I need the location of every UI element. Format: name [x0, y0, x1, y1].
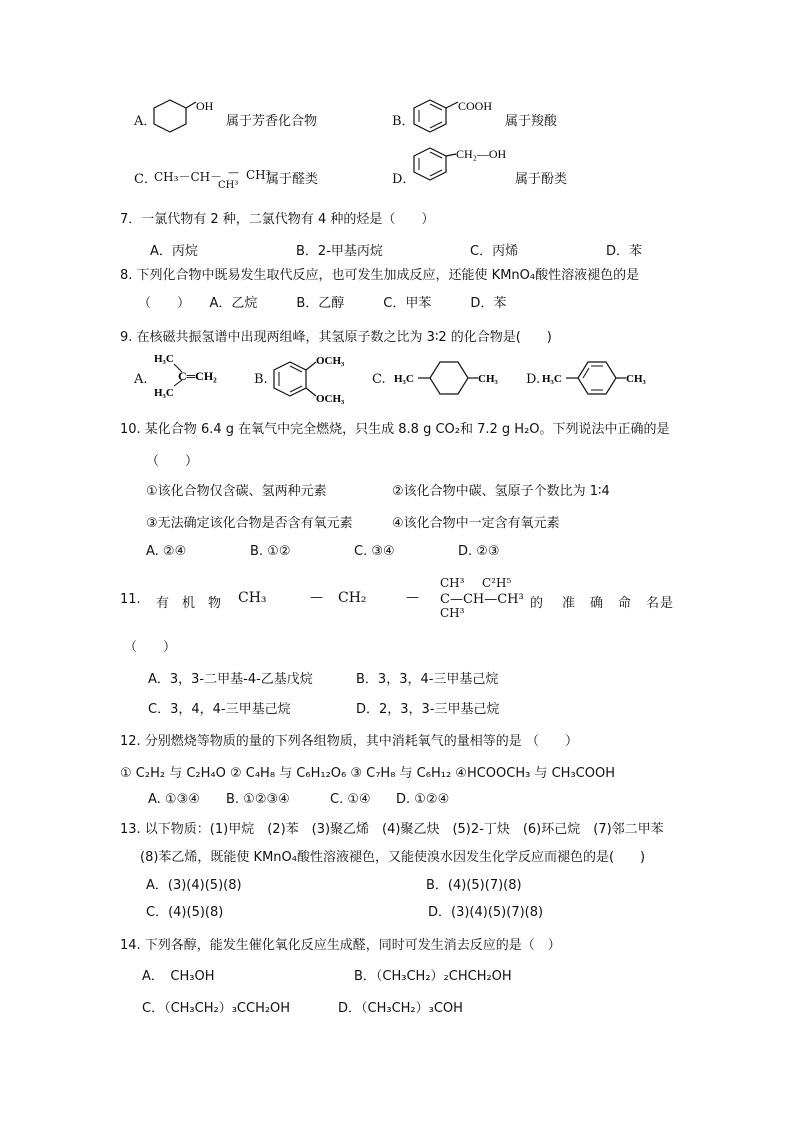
q14-option-b: B．（CH₃CH₂）₂CHCH₂OH	[354, 969, 512, 984]
q9-stem: 9. 在核磁共振氢谱中出现两组峰，其氢原子数之比为 3∶2 的化合物是( )	[120, 330, 552, 345]
q6-option-a-label: A．	[134, 114, 157, 129]
q11-main-chain: C—CH—CH³	[440, 592, 524, 607]
q13-stem: 13. 以下物质：(1)甲烷 (2)苯 (3)聚乙烯 (4)聚乙炔 (5)2-丁炔 (6)环己烷 (7)邻二甲苯	[120, 822, 664, 837]
cyclohexanol-structure	[150, 96, 214, 136]
q6-a-oh: OH	[196, 99, 214, 113]
q14-option-d: D．（CH₃CH₂）₃COH	[338, 1001, 463, 1016]
q12-option-a: A. ①③④	[148, 792, 200, 807]
q7-option-a: A．丙烷	[150, 244, 198, 259]
q11-number: 11.	[120, 592, 141, 607]
q13-option-c: C．(4)(5)(8)	[146, 905, 224, 920]
q10-paren: （ ）	[146, 454, 199, 469]
q12-option-b: B. ①②③④	[226, 792, 290, 807]
q9-a-bottom: H₃C	[154, 387, 174, 399]
q11-stem-char: 物	[208, 596, 222, 611]
dimethoxybenzene-structure	[270, 350, 360, 406]
q12-option-d: D. ①②④	[396, 792, 450, 807]
q12-stem: 12. 分别燃烧等物质的量的下列各组物质，其中消耗氧气的量相等的是 （ ）	[120, 734, 578, 749]
q9-b-top: OCH₃	[316, 355, 345, 367]
q6-c-ch3-top: CH³	[246, 168, 271, 182]
q10-option-d: D. ②③	[458, 544, 500, 559]
q10-statement-4: ④该化合物中一定含有氧元素	[392, 516, 560, 531]
q6-option-b-label: B．	[392, 114, 415, 129]
q9-b-bottom: OCH₃	[316, 393, 345, 405]
q9-option-a-label: A.	[134, 372, 148, 387]
q9-option-b-label: B.	[254, 372, 268, 387]
q7-option-d: D．苯	[606, 244, 643, 259]
q6-d-ch2oh: CH₂—OH	[456, 147, 507, 161]
q9-option-c-label: C.	[372, 372, 386, 387]
q10-statement-1: ①该化合物仅含碳、氢两种元素	[146, 484, 327, 499]
q7-option-c: C．丙烯	[470, 244, 519, 259]
q9-d-left: H₃C	[542, 373, 562, 385]
q6-option-c-label: C．	[134, 172, 157, 187]
q10-statement-3: ③无法确定该化合物是否含有氧元素	[146, 516, 353, 531]
q11-stem-char: 机	[182, 596, 196, 611]
q7-option-b: B．2-甲基丙烷	[296, 244, 383, 259]
q11-c-bottom: CH³	[440, 606, 465, 620]
q11-tail-char: 是	[660, 596, 674, 611]
q11-option-c: C．3，4，4-三甲基己烷	[148, 702, 291, 717]
q13-option-d: D．(3)(4)(5)(7)(8)	[428, 905, 544, 920]
q11-ch2: CH₂	[338, 590, 367, 606]
q14-option-a: A． CH₃OH	[142, 969, 215, 984]
q11-tail-char: 命	[618, 596, 632, 611]
q9-c-right: CH₃	[478, 373, 498, 385]
q11-tail-char: 确	[590, 596, 604, 611]
q13-stem-line2: (8)苯乙烯，既能使 KMnO₄酸性溶液褪色，又能使溴水因发生化学反应而褪色的是( )	[140, 850, 646, 865]
q14-option-c: C．（CH₃CH₂）₃CCH₂OH	[142, 1001, 291, 1016]
q9-a-top: H₃C	[154, 353, 174, 365]
q6-c-ch3-below: CH³	[218, 180, 239, 191]
q6-option-b-text: 属于羧酸	[505, 114, 558, 129]
q11-c-top: CH³	[440, 576, 465, 590]
q13-option-b: B．(4)(5)(7)(8)	[426, 878, 522, 893]
q14-stem: 14. 下列各醇，能发生催化氧化反应生成醛，同时可发生消去反应的是（ ）	[120, 938, 561, 953]
q6-c-dash: —	[228, 166, 239, 179]
para-xylene-structure	[540, 352, 664, 402]
q9-c-left: H₃C	[394, 373, 414, 385]
q9-d-right: CH₃	[626, 373, 646, 385]
q10-option-a: A. ②④	[146, 544, 187, 559]
q13-option-a: A．(3)(4)(5)(8)	[146, 878, 242, 893]
q8-stem: 8. 下列化合物中既易发生取代反应，也可发生加成反应，还能使 KMnO₄酸性溶液褪色的是	[120, 268, 640, 283]
q12-groups: ① C₂H₂ 与 C₂H₄O ② C₄H₈ 与 C₆H₁₂O₆ ③ C₇H₈ 与 C₆H₁₂ ④HCOOCH₃ 与 CH₃COOH	[120, 766, 615, 781]
isobutylene-structure	[150, 350, 230, 400]
q6-b-cooh: COOH	[458, 99, 493, 113]
benzyl-alcohol-structure	[410, 144, 520, 184]
q9-option-d-label: D.	[526, 372, 541, 387]
q11-tail-char: 的	[530, 596, 544, 611]
q6-option-a-text: 属于芳香化合物	[226, 114, 318, 129]
q6-option-c-text: 属于醛类	[266, 172, 319, 187]
q9-a-mid: C═CH₂	[178, 369, 217, 383]
q10-option-c: C. ③④	[354, 544, 395, 559]
q11-tail-char: 名	[646, 596, 660, 611]
q6-c-chain: CH₃－CH－	[154, 170, 223, 184]
q11-stem-char: 有	[156, 596, 170, 611]
q11-dash: —	[310, 590, 323, 605]
q8-options-line: （ ） A．乙烷 B．乙醇 C．甲苯 D．苯	[138, 296, 507, 311]
q11-paren: （ ）	[124, 640, 177, 655]
q6-option-d-text: 属于酚类	[515, 172, 568, 187]
q10-stem: 10. 某化合物 6.4 g 在氧气中完全燃烧，只生成 8.8 g CO₂和 7.2 g H₂O。下列说法中正确的是	[120, 422, 670, 437]
q11-dash: —	[406, 590, 419, 605]
q11-tail-char: 准	[562, 596, 576, 611]
q11-ch3: CH₃	[238, 590, 267, 606]
q11-option-d: D．2，3，3-三甲基己烷	[356, 702, 500, 717]
q11-option-b: B．3，3，4-三甲基己烷	[356, 672, 499, 687]
q10-statement-2: ②该化合物中碳、氢原子个数比为 1∶4	[392, 484, 610, 499]
q7-stem: 7．一氯代物有 2 种，二氯代物有 4 种的烃是（ ）	[120, 212, 435, 227]
q6-option-d-label: D．	[392, 172, 416, 187]
q12-option-c: C. ①④	[330, 792, 371, 807]
dimethylcyclohexane-structure	[392, 352, 512, 402]
q10-option-b: B. ①②	[250, 544, 291, 559]
q11-c2h5: C²H⁵	[482, 576, 512, 590]
q11-option-a: A．3，3-二甲基-4-乙基戊烷	[148, 672, 313, 687]
benzoic-acid-structure	[410, 96, 510, 136]
